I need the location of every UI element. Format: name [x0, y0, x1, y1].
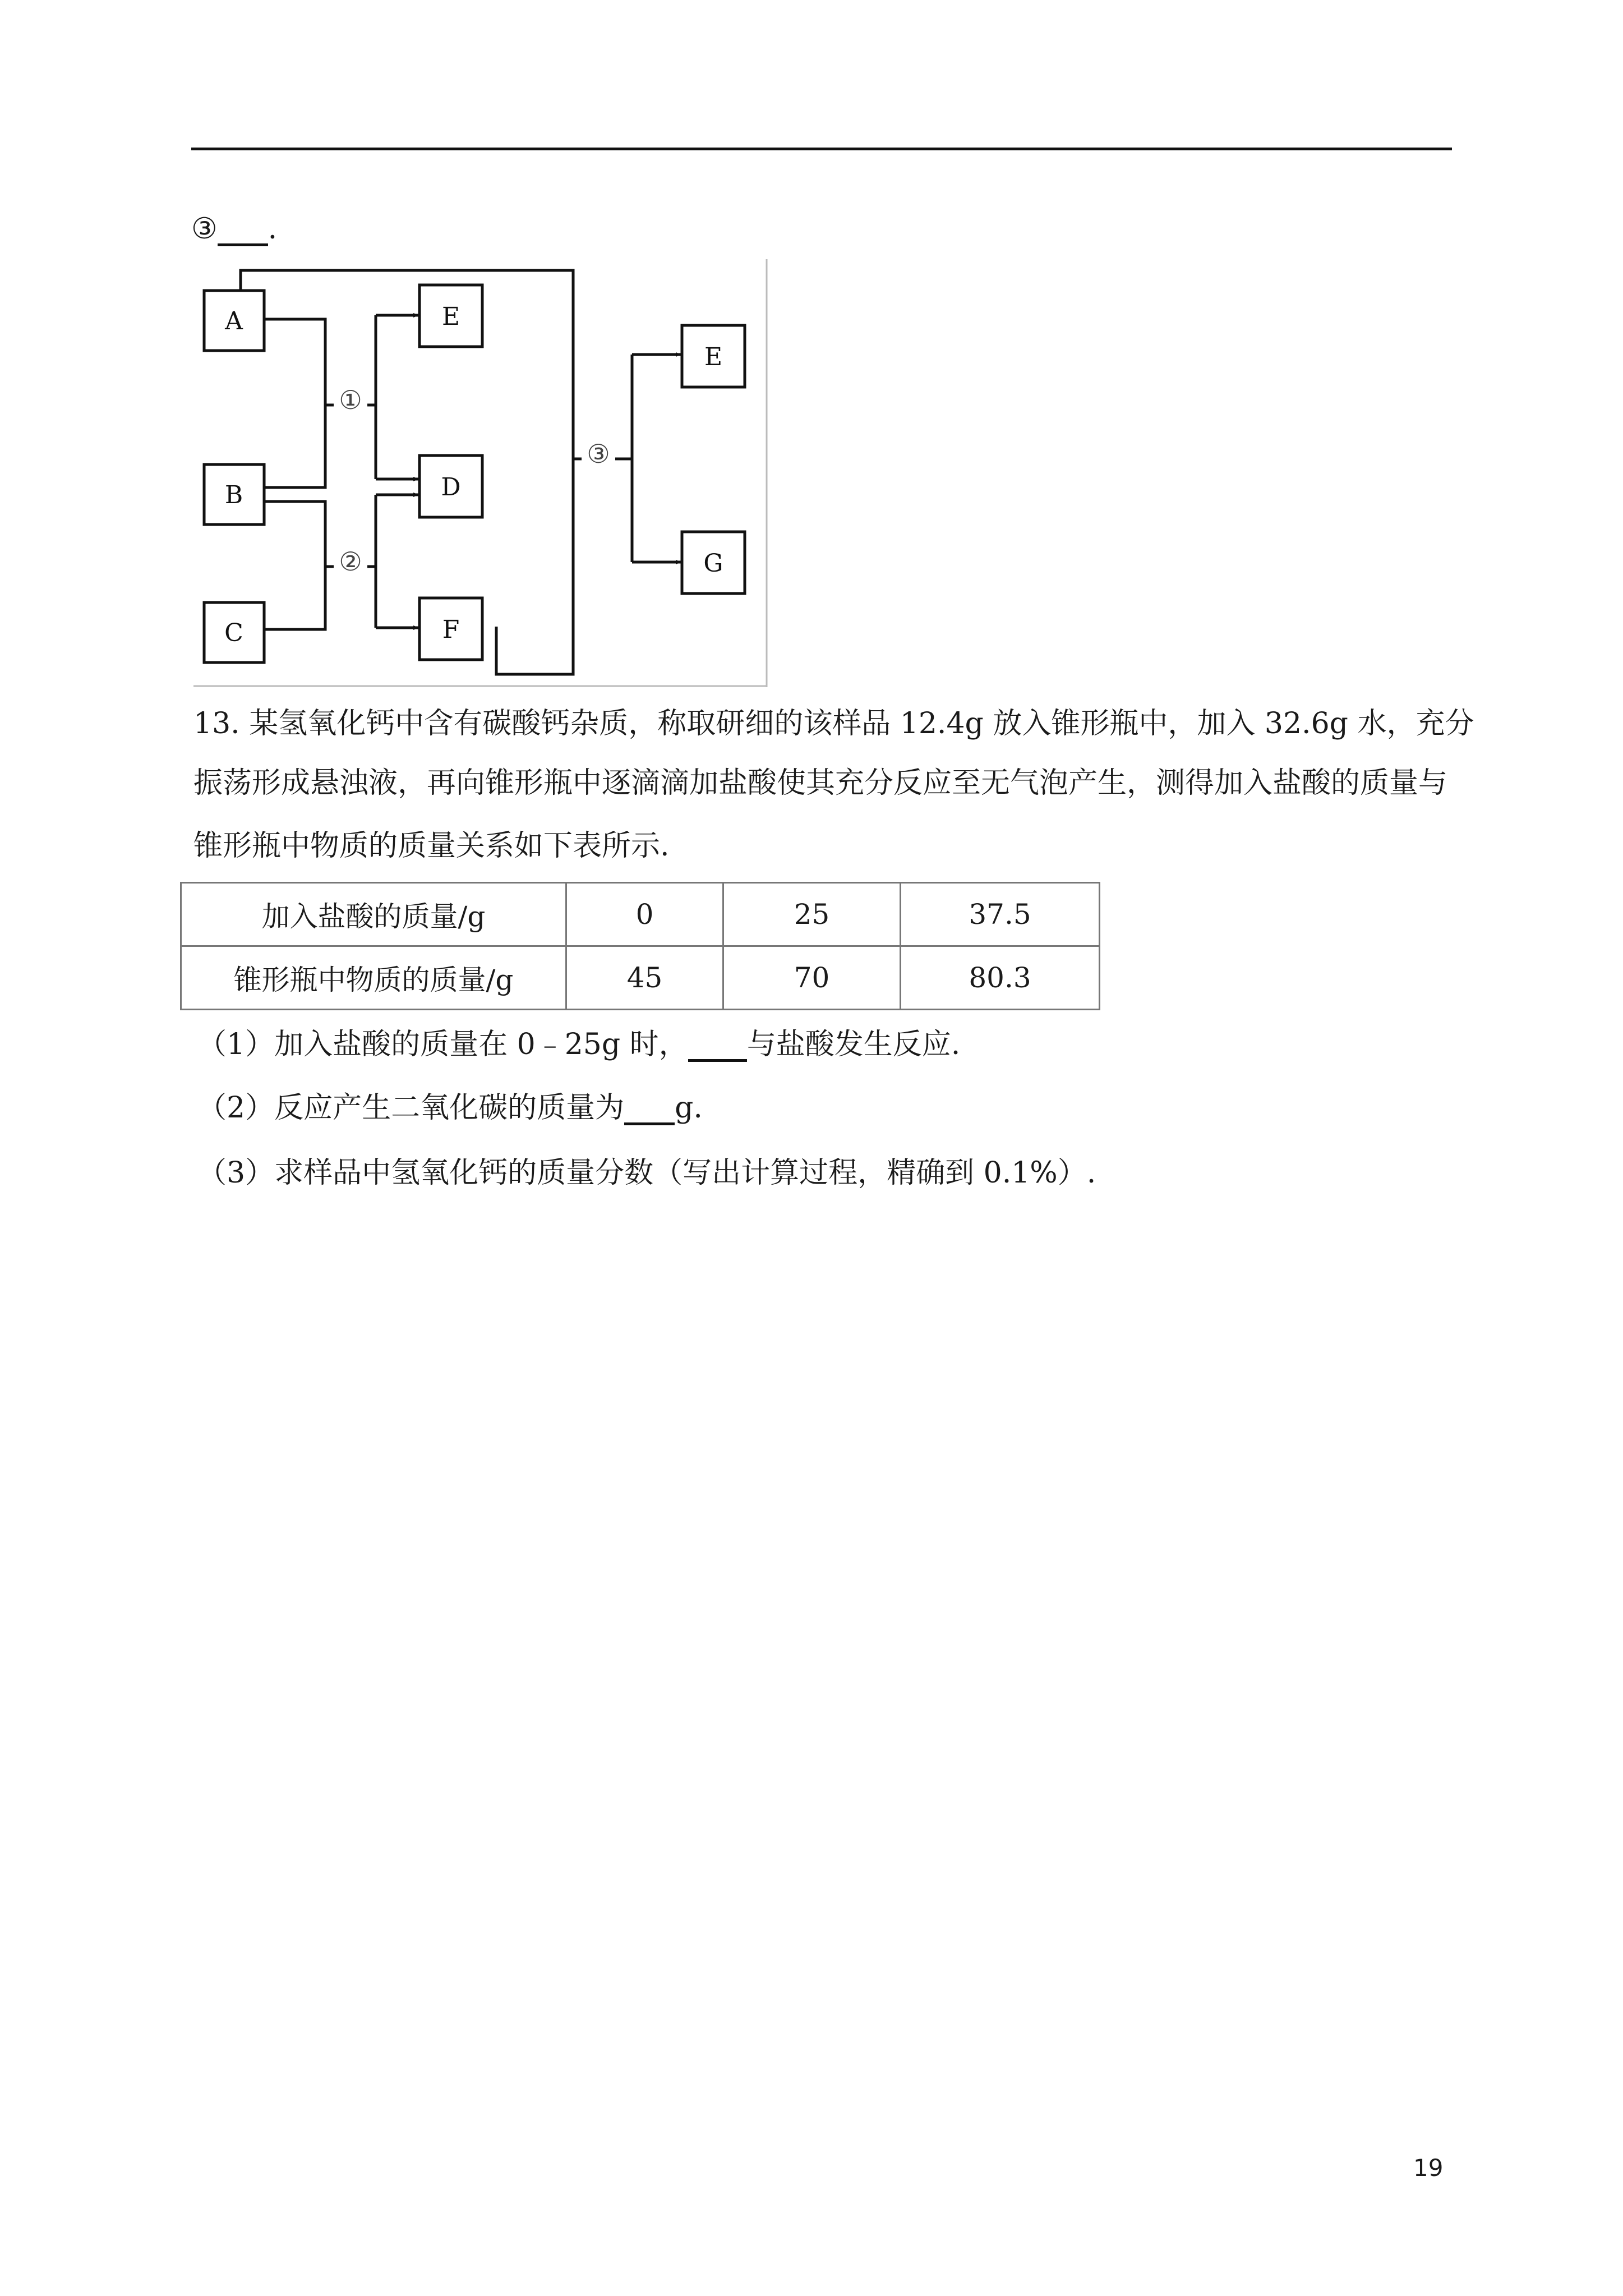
- reaction-marker-3: ③: [587, 439, 610, 469]
- table-row: [181, 883, 1100, 946]
- data-table: [180, 882, 1100, 1010]
- subquestion-1: [197, 1030, 960, 1062]
- answer-blank[interactable]: [218, 214, 268, 246]
- label-d: D: [441, 473, 461, 501]
- question-13-line-3: 锥形瓶中物质的质量关系如下表所示.: [193, 829, 670, 863]
- table-cell: 37.5: [901, 883, 1100, 946]
- table-cell: 0: [566, 883, 723, 946]
- table-cell: 45: [566, 946, 723, 1010]
- table-row: [181, 946, 1100, 1010]
- subquestion-2-text: （2）反应产生二氧化碳的质量为: [197, 1091, 625, 1125]
- label-g: G: [703, 549, 723, 578]
- answer-blank[interactable]: [624, 1093, 675, 1125]
- row-label: 锥形瓶中物质的质量/g: [181, 946, 566, 1010]
- subquestion-2: [197, 1093, 703, 1125]
- reaction-marker-1: ①: [339, 385, 362, 415]
- answer-blank[interactable]: [688, 1030, 747, 1062]
- header-rule: [191, 148, 1452, 150]
- label-e-upper: E: [441, 302, 460, 331]
- table-cell: 80.3: [901, 946, 1100, 1010]
- subquestion-2-unit: g.: [675, 1091, 703, 1125]
- label-e-lower: E: [704, 343, 723, 371]
- answer-line-3: [191, 214, 277, 246]
- reaction-marker-2: ②: [339, 546, 362, 577]
- subquestion-1-text-end: 与盐酸发生反应.: [746, 1028, 961, 1061]
- question-number: 13.: [193, 707, 240, 740]
- subquestion-3: （3）求样品中氢氧化钙的质量分数（写出计算过程，精确到 0.1%）.: [197, 1156, 1096, 1190]
- table-cell: 70: [723, 946, 901, 1010]
- label-a: A: [225, 307, 243, 335]
- subquestion-1-text: （1）加入盐酸的质量在 0﹣25g 时，: [197, 1028, 688, 1061]
- table-cell: 25: [723, 883, 901, 946]
- row-label: 加入盐酸的质量/g: [181, 883, 566, 946]
- page-number: 19: [1413, 2154, 1444, 2182]
- question-13-line-1: [193, 709, 1474, 738]
- label-b: B: [224, 481, 243, 509]
- question-13-line-2: 振荡形成悬浊液，再向锥形瓶中逐滴滴加盐酸使其充分反应至无气泡产生，测得加入盐酸的质量与: [193, 766, 1448, 800]
- circled-number-3: ③: [191, 212, 218, 246]
- question-text: 某氢氧化钙中含有碳酸钙杂质，称取研细的该样品 12.4g 放入锥形瓶中，加入 32.6g 水，充分: [249, 707, 1474, 740]
- label-f: F: [442, 615, 460, 644]
- period: .: [268, 212, 278, 246]
- label-c: C: [224, 619, 243, 647]
- reaction-flow-diagram: [193, 259, 771, 688]
